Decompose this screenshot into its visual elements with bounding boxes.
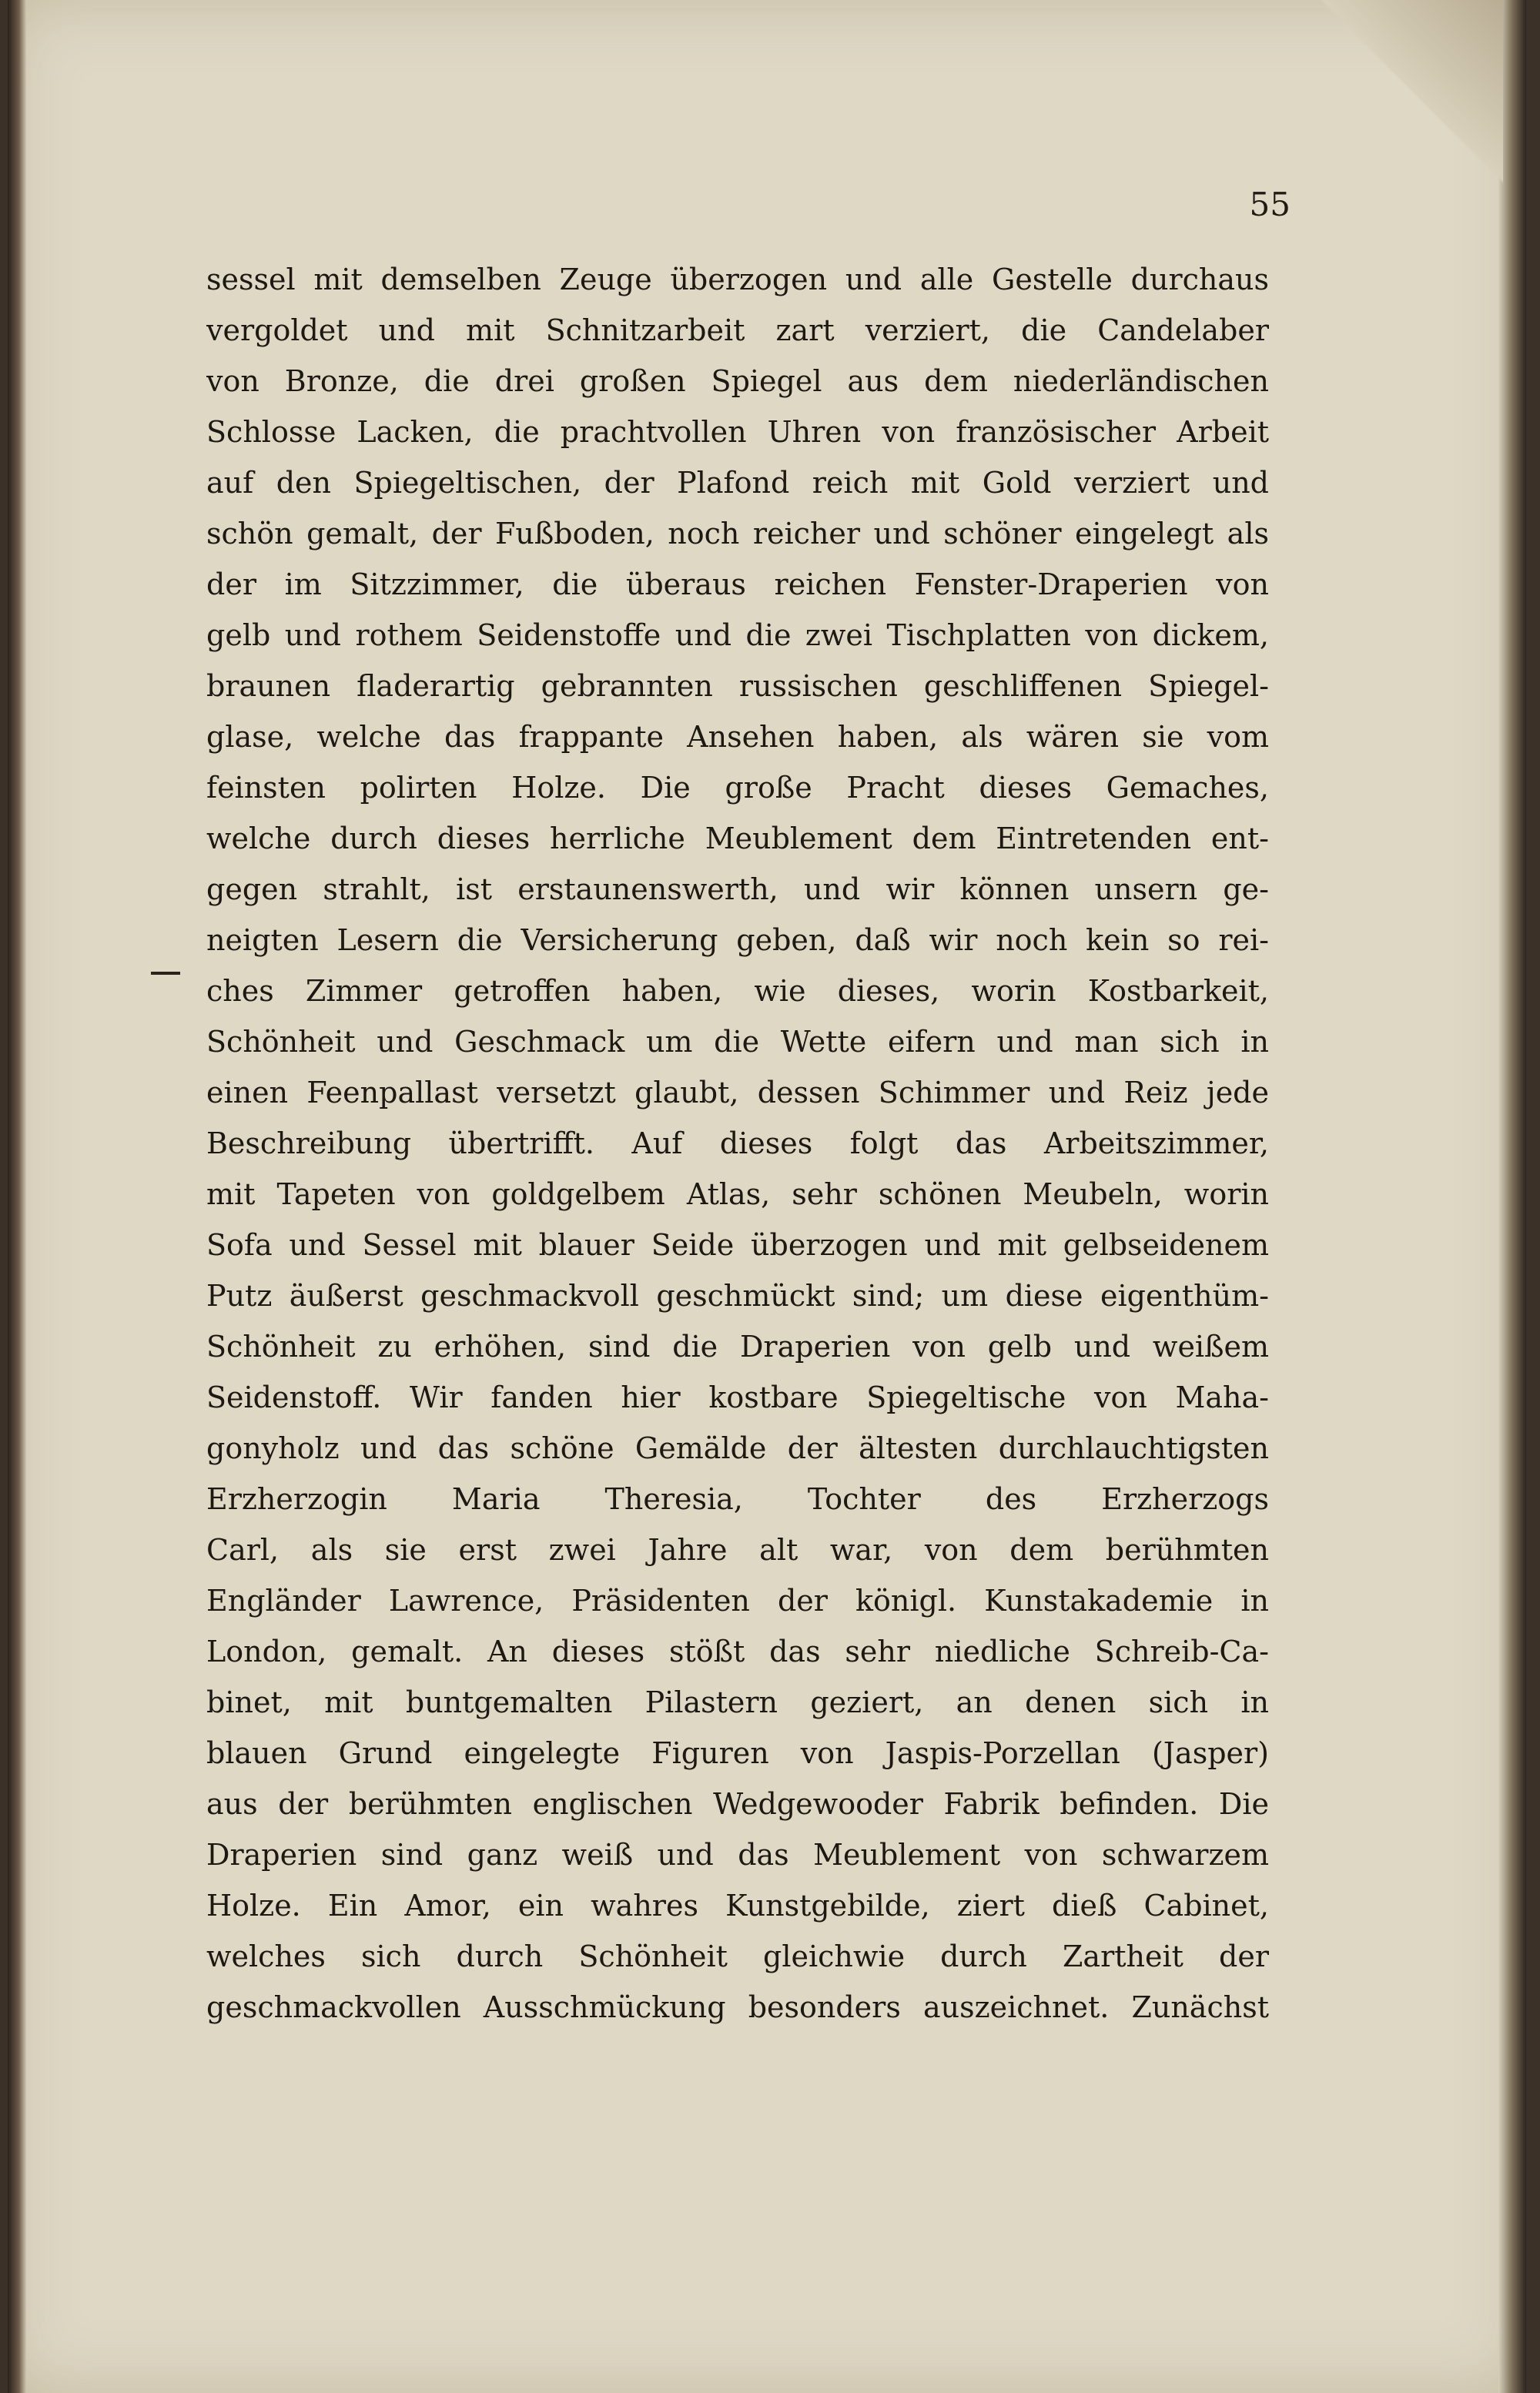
text-line: Putz äußerst geschmackvoll geschmückt sind; um diese eigenthüm-: [206, 1279, 1269, 1313]
text-line: Carl, als sie erst zwei Jahre alt war, von dem berühmten: [206, 1533, 1269, 1567]
text-line: geschmackvollen Ausschmückung besonders auszeichnet. Zunächst: [206, 1990, 1269, 2024]
text-line: Sofa und Sessel mit blauer Seide überzogen und mit gelbseidenem: [206, 1228, 1269, 1262]
margin-mark: [151, 972, 180, 975]
text-line: Draperien sind ganz weiß und das Meublement von schwarzem: [206, 1838, 1269, 1872]
text-line: der im Sitzzimmer, die überaus reichen Fenster-Draperien von: [206, 567, 1269, 601]
text-line: gegen strahlt, ist erstaunenswerth, und wir können unsern ge-: [206, 872, 1269, 906]
text-line: auf den Spiegeltischen, der Plafond reich mit Gold verziert und: [206, 466, 1269, 500]
text-line: Seidenstoff. Wir fanden hier kostbare Spiegeltische von Maha-: [206, 1381, 1269, 1414]
text-line: Erzherzogin Maria Theresia, Tochter des Erzherzogs: [206, 1482, 1269, 1516]
text-line: braunen fladerartig gebrannten russischen geschliffenen Spiegel-: [206, 669, 1269, 703]
text-line: welches sich durch Schönheit gleichwie durch Zartheit der: [206, 1940, 1269, 1973]
text-line: Schönheit zu erhöhen, sind die Draperien von gelb und weißem: [206, 1330, 1269, 1364]
text-line: binet, mit buntgemalten Pilastern geziert, an denen sich in: [206, 1685, 1269, 1719]
text-line: sessel mit demselben Zeuge überzogen und alle Gestelle durchaus: [206, 263, 1269, 296]
text-line: London, gemalt. An dieses stößt das sehr niedliche Schreib-Ca-: [206, 1635, 1269, 1668]
page-right-edge: [1498, 0, 1526, 2393]
text-line: mit Tapeten von goldgelbem Atlas, sehr schönen Meubeln, worin: [206, 1177, 1269, 1211]
text-line: Schönheit und Geschmack um die Wette eifern und man sich in: [206, 1025, 1269, 1059]
text-line: feinsten polirten Holze. Die große Pracht dieses Gemaches,: [206, 771, 1269, 805]
text-line: Beschreibung übertrifft. Auf dieses folgt das Arbeitszimmer,: [206, 1126, 1269, 1160]
text-line: Schlosse Lacken, die prachtvollen Uhren von französischer Arbeit: [206, 415, 1269, 449]
text-line: blauen Grund eingelegte Figuren von Jaspis-Porzellan (Jasper): [206, 1736, 1269, 1770]
text-line: glase, welche das frappante Ansehen haben, als wären sie vom: [206, 720, 1269, 754]
text-line: neigten Lesern die Versicherung geben, daß wir noch kein so rei-: [206, 923, 1269, 957]
page-number: 55: [1249, 186, 1291, 223]
text-line: einen Feenpallast versetzt glaubt, dessen Schimmer und Reiz jede: [206, 1076, 1269, 1109]
text-line: von Bronze, die drei großen Spiegel aus dem niederländischen: [206, 364, 1269, 398]
page-left-edge: [8, 0, 26, 2393]
text-line: aus der berühmten englischen Wedgewooder Fabrik befinden. Die: [206, 1787, 1269, 1821]
text-line: vergoldet und mit Schnitzarbeit zart verziert, die Candelaber: [206, 313, 1269, 347]
page-corner-curl: [1303, 0, 1503, 200]
text-line: welche durch dieses herrliche Meublement dem Eintretenden ent-: [206, 822, 1269, 855]
text-line: Engländer Lawrence, Präsidenten der königl. Kunstakademie in: [206, 1584, 1269, 1618]
text-line: gonyholz und das schöne Gemälde der ältesten durchlauchtigsten: [206, 1431, 1269, 1465]
text-line: schön gemalt, der Fußboden, noch reicher und schöner eingelegt als: [206, 517, 1269, 551]
text-line: Holze. Ein Amor, ein wahres Kunstgebilde, ziert dieß Cabinet,: [206, 1889, 1269, 1923]
text-line: ches Zimmer getroffen haben, wie dieses, worin Kostbarkeit,: [206, 974, 1269, 1008]
body-text: [206, 254, 1269, 2033]
text-line: gelb und rothem Seidenstoffe und die zwei Tischplatten von dickem,: [206, 618, 1269, 652]
